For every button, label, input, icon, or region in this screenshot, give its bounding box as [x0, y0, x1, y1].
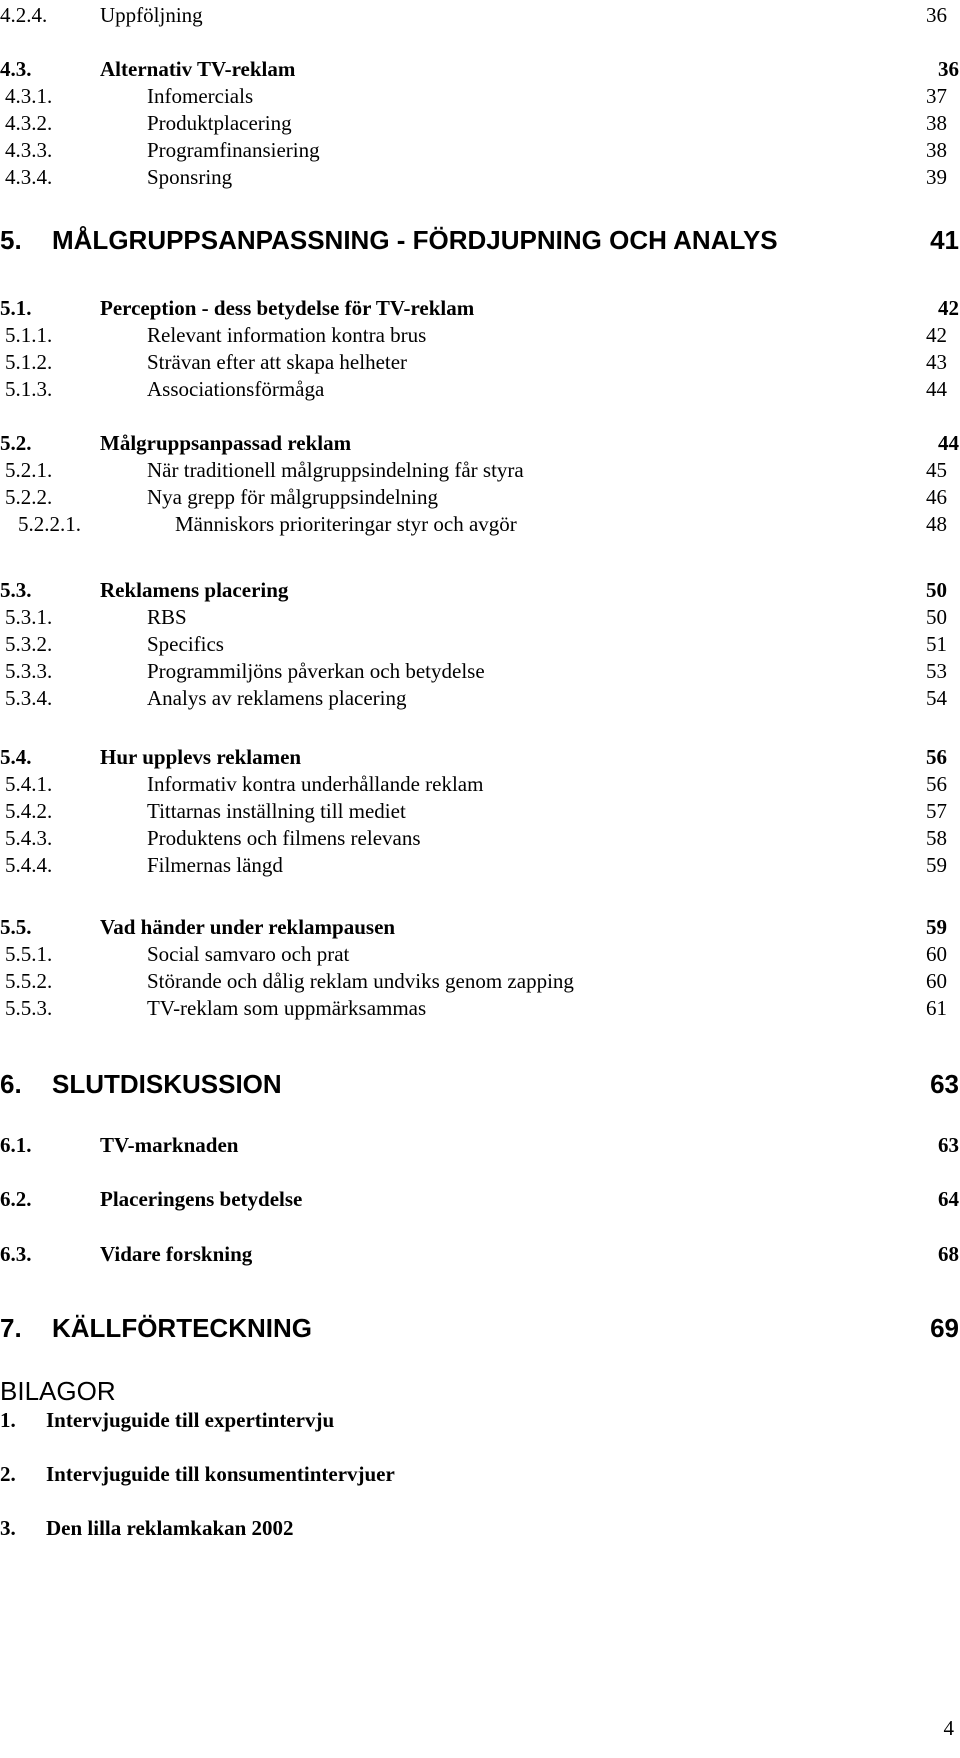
toc-title: TV-marknaden	[100, 1133, 239, 1157]
toc-page: 63	[938, 1133, 959, 1157]
toc-page: 59	[926, 853, 947, 877]
toc-entry	[0, 966, 960, 996]
toc-number: 5.3.3.	[5, 659, 53, 683]
toc-number: 5.3.4.	[5, 686, 53, 710]
toc-number: 6.	[0, 1069, 22, 1099]
toc-number: 4.3.	[0, 57, 32, 81]
toc-title: Relevant information kontra brus	[147, 323, 427, 347]
toc-page: 42	[938, 296, 959, 320]
toc-page: 63	[930, 1069, 959, 1099]
toc-page: 58	[926, 826, 947, 850]
toc-title: Specifics	[147, 632, 224, 656]
appendix-number: 2.	[0, 1462, 16, 1486]
toc-entry	[0, 823, 960, 853]
toc-number: 5.1.3.	[5, 377, 53, 401]
toc-entry	[0, 509, 960, 539]
toc-page: 43	[926, 350, 947, 374]
toc-page: 39	[926, 165, 947, 189]
toc-entry	[0, 850, 960, 880]
toc-title: Placeringens betydelse	[100, 1187, 303, 1211]
toc-section	[0, 1239, 960, 1269]
toc-number: 7.	[0, 1313, 22, 1343]
toc-number: 5.3.2.	[5, 632, 53, 656]
toc-title: TV-reklam som uppmärksammas	[147, 996, 427, 1020]
toc-page: 41	[930, 225, 959, 255]
toc-number: 4.3.3.	[5, 138, 53, 162]
toc-page: 60	[926, 942, 947, 966]
toc-page: 36	[926, 3, 947, 27]
toc-entry	[0, 939, 960, 969]
toc-title: Associationsförmåga	[147, 377, 325, 401]
toc-page: 48	[926, 512, 947, 536]
toc-page: 44	[926, 377, 947, 401]
toc-number: 5.1.	[0, 296, 32, 320]
appendix-heading-text: BILAGOR	[0, 1376, 116, 1406]
toc-entry	[0, 320, 960, 350]
toc-title: Filmernas längd	[147, 853, 283, 877]
toc-title: Reklamens placering	[100, 578, 289, 602]
toc-title: Alternativ TV-reklam	[100, 57, 296, 81]
toc-title: Produktens och filmens relevans	[147, 826, 421, 850]
toc-title: Produktplacering	[147, 111, 292, 135]
toc-title: Nya grepp för målgruppsindelning	[147, 485, 439, 509]
toc-title: Störande och dålig reklam undviks genom zapping	[147, 969, 574, 993]
toc-title: Tittarnas inställning till mediet	[147, 799, 406, 823]
toc-number: 5.3.1.	[5, 605, 53, 629]
toc-section	[0, 742, 960, 772]
toc-entry	[0, 993, 960, 1023]
toc-number: 5.4.2.	[5, 799, 53, 823]
appendix-heading	[0, 1373, 960, 1409]
toc-chapter	[0, 1066, 960, 1102]
toc-section	[0, 293, 960, 323]
toc-title: Social samvaro och prat	[147, 942, 350, 966]
toc-entry	[0, 683, 960, 713]
toc-title: Programfinansiering	[147, 138, 320, 162]
toc-page: 56	[926, 772, 947, 796]
toc-section	[0, 575, 960, 605]
toc-number: 4.2.4.	[0, 3, 48, 27]
appendix-title: Den lilla reklamkakan 2002	[46, 1516, 294, 1540]
toc-number: 6.3.	[0, 1242, 32, 1266]
toc-title: RBS	[147, 605, 187, 629]
toc-number: 4.3.1.	[5, 84, 53, 108]
toc-entry	[0, 629, 960, 659]
toc-number: 5.4.4.	[5, 853, 53, 877]
toc-section	[0, 1130, 960, 1160]
toc-page: 54	[926, 686, 947, 710]
toc-number: 5.4.	[0, 745, 32, 769]
toc-page: 59	[926, 915, 947, 939]
toc-page: 36	[938, 57, 959, 81]
toc-page: 51	[926, 632, 947, 656]
appendix-title: Intervjuguide till expertintervju	[46, 1408, 335, 1432]
toc-number: 5.5.1.	[5, 942, 53, 966]
toc-title: SLUTDISKUSSION	[52, 1069, 282, 1099]
toc-title: Hur upplevs reklamen	[100, 745, 302, 769]
toc-number: 4.3.2.	[5, 111, 53, 135]
page-number: 4	[943, 1716, 954, 1740]
appendix-number: 3.	[0, 1516, 16, 1540]
toc-page: 53	[926, 659, 947, 683]
toc-page: 42	[926, 323, 947, 347]
toc-page: 50	[926, 605, 947, 629]
toc-section	[0, 54, 960, 84]
toc-entry	[0, 482, 960, 512]
toc-entry	[0, 455, 960, 485]
toc-page: 64	[938, 1187, 959, 1211]
toc-chapter	[0, 1310, 960, 1346]
toc-number: 5.	[0, 225, 22, 255]
toc-page: 45	[926, 458, 947, 482]
toc-page: 37	[926, 84, 947, 108]
toc-number: 5.4.1.	[5, 772, 53, 796]
toc-number: 5.3.	[0, 578, 32, 602]
toc-title: Programmiljöns påverkan och betydelse	[147, 659, 485, 683]
toc-title: Analys av reklamens placering	[147, 686, 407, 710]
toc-number: 5.4.3.	[5, 826, 53, 850]
toc-title: Perception - dess betydelse för TV-reklam	[100, 296, 475, 320]
toc-number: 5.5.	[0, 915, 32, 939]
toc-title: När traditionell målgruppsindelning får styra	[147, 458, 524, 482]
toc-entry	[0, 108, 960, 138]
toc-number: 5.2.2.	[5, 485, 53, 509]
toc-page: 57	[926, 799, 947, 823]
toc-number: 6.1.	[0, 1133, 32, 1157]
toc-entry	[0, 162, 960, 192]
toc-title: MÅLGRUPPSANPASSNING - FÖRDJUPNING OCH ANALYS	[52, 225, 778, 255]
toc-number: 5.5.2.	[5, 969, 53, 993]
toc-page: 68	[938, 1242, 959, 1266]
toc-entry	[0, 602, 960, 632]
toc-page: 44	[938, 431, 959, 455]
toc-page: 38	[926, 111, 947, 135]
toc-entry	[0, 135, 960, 165]
toc-number: 5.2.1.	[5, 458, 53, 482]
toc-title: Informativ kontra underhållande reklam	[147, 772, 484, 796]
toc-title: Vidare forskning	[100, 1242, 253, 1266]
toc-chapter	[0, 222, 960, 258]
toc-section	[0, 428, 960, 458]
appendix-item	[0, 1513, 960, 1543]
toc-entry	[0, 769, 960, 799]
toc-title: Vad händer under reklampausen	[100, 915, 396, 939]
toc-title: KÄLLFÖRTECKNING	[52, 1313, 312, 1343]
toc-section	[0, 1184, 960, 1214]
toc-entry	[0, 796, 960, 826]
toc-title: Infomercials	[147, 84, 254, 108]
toc-number: 5.1.2.	[5, 350, 53, 374]
appendix-title: Intervjuguide till konsumentintervjuer	[46, 1462, 395, 1486]
toc-number: 6.2.	[0, 1187, 32, 1211]
toc-title: Människors prioriteringar styr och avgör	[175, 512, 517, 536]
toc-number: 5.1.1.	[5, 323, 53, 347]
toc-entry	[0, 656, 960, 686]
toc-entry	[0, 347, 960, 377]
toc-page: 46	[926, 485, 947, 509]
toc-page: 38	[926, 138, 947, 162]
toc-entry	[0, 0, 960, 30]
toc-entry	[0, 374, 960, 404]
toc-page: 56	[926, 745, 947, 769]
appendix-item	[0, 1405, 960, 1435]
toc-number: 4.3.4.	[5, 165, 53, 189]
toc-title: Uppföljning	[100, 3, 203, 27]
appendix-number: 1.	[0, 1408, 16, 1432]
toc-section	[0, 912, 960, 942]
toc-title: Målgruppsanpassad reklam	[100, 431, 352, 455]
toc-title: Strävan efter att skapa helheter	[147, 350, 408, 374]
toc-page: 61	[926, 996, 947, 1020]
toc-number: 5.5.3.	[5, 996, 53, 1020]
toc-page: 60	[926, 969, 947, 993]
toc-page: 50	[926, 578, 947, 602]
appendix-item	[0, 1459, 960, 1489]
toc-number: 5.2.	[0, 431, 32, 455]
toc-title: Sponsring	[147, 165, 233, 189]
toc-page: 69	[930, 1313, 959, 1343]
toc-entry	[0, 81, 960, 111]
toc-number: 5.2.2.1.	[18, 512, 81, 536]
